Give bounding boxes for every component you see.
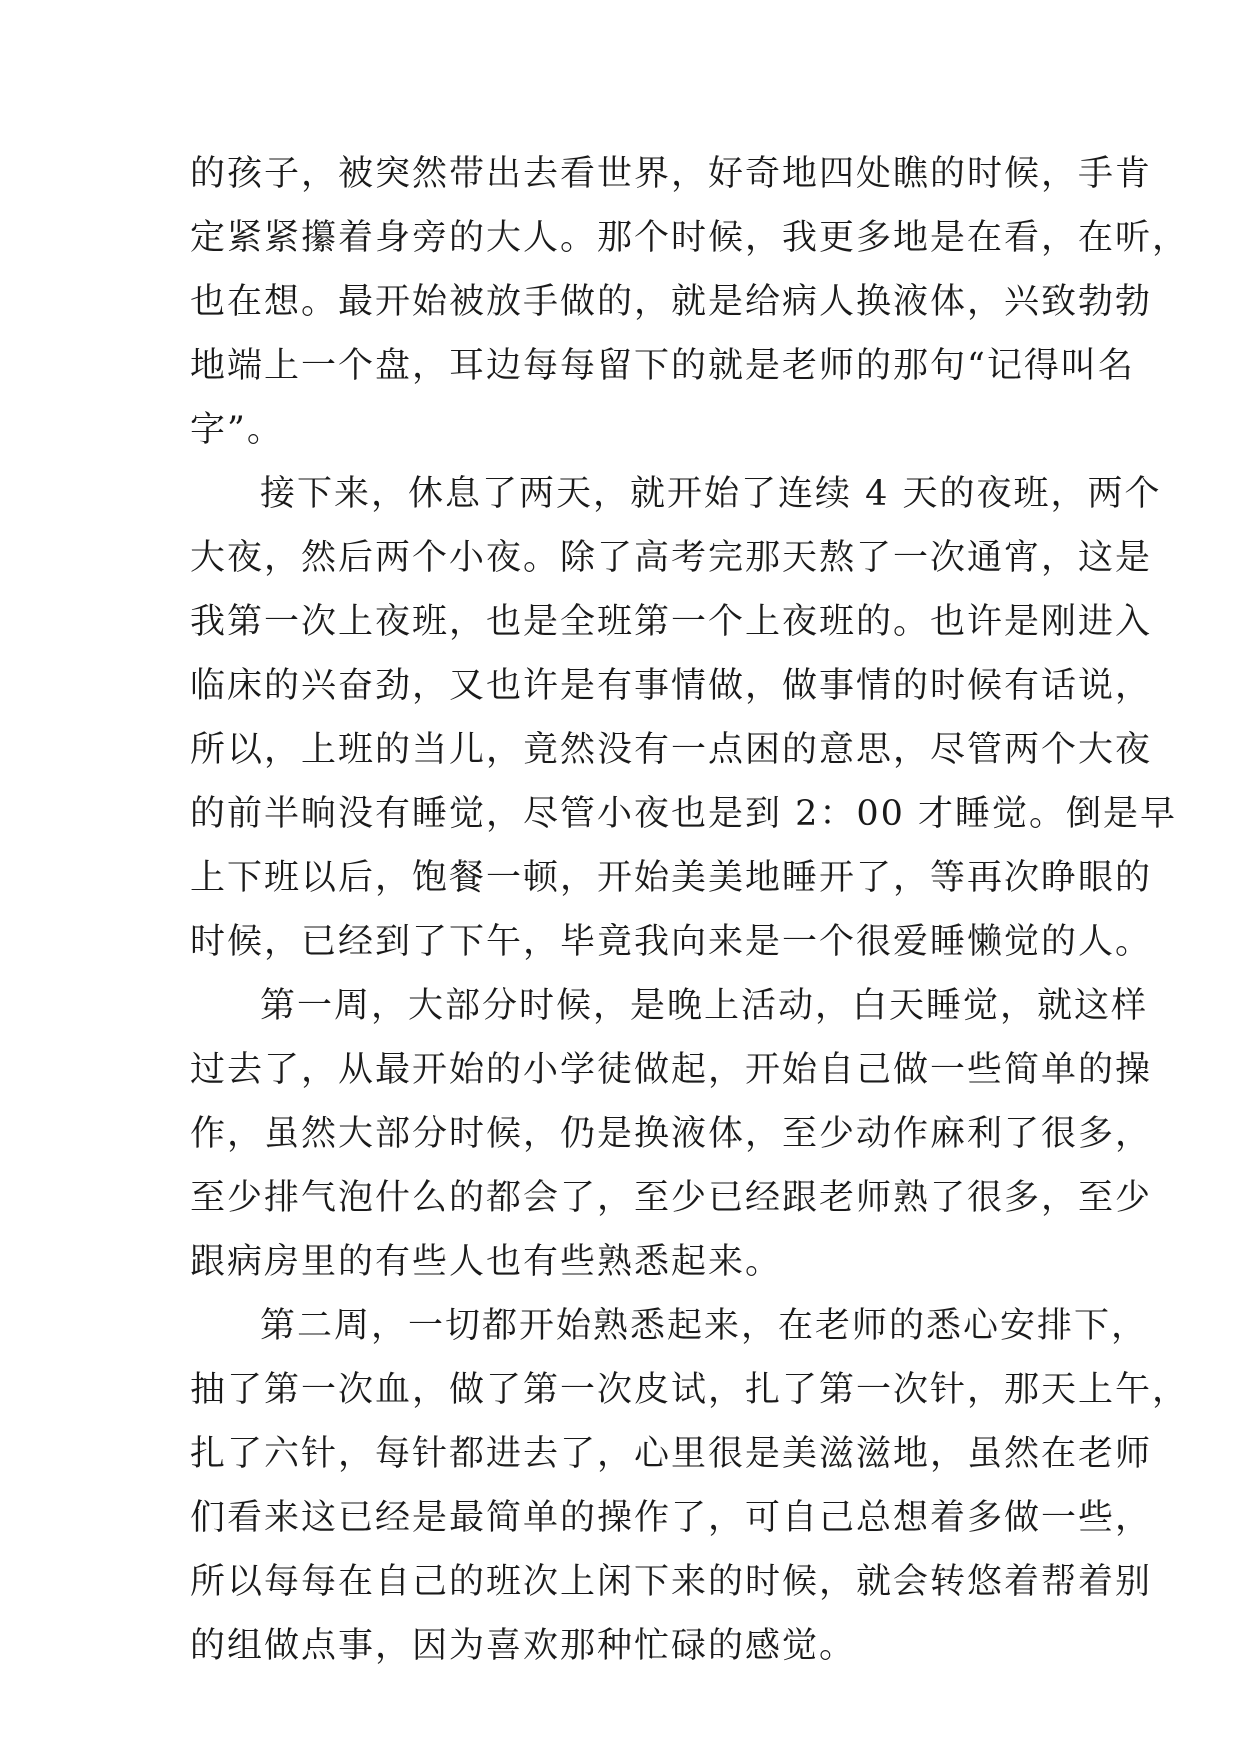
paragraph-3-line-1: 第一周，大部分时候，是晚上活动，白天睡觉，就这样: [260, 986, 1149, 1026]
paragraph-2-line-6: 的前半晌没有睡觉，尽管小夜也是到 2：00 才睡觉。倒是早: [190, 794, 1178, 834]
paragraph-4-line-1: 第二周，一切都开始熟悉起来，在老师的悉心安排下，: [260, 1306, 1149, 1346]
paragraph-4-line-3: 扎了六针，每针都进去了，心里很是美滋滋地，虽然在老师: [190, 1434, 1153, 1474]
paragraph-2-line-5: 所以，上班的当儿，竟然没有一点困的意思，尽管两个大夜: [190, 730, 1153, 770]
paragraph-3-line-4: 至少排气泡什么的都会了，至少已经跟老师熟了很多，至少: [190, 1178, 1153, 1218]
paragraph-3-line-5: 跟病房里的有些人也有些熟悉起来。: [190, 1242, 783, 1282]
paragraph-1-line-2: 定紧紧攥着身旁的大人。那个时候，我更多地是在看，在听，: [190, 218, 1190, 258]
paragraph-4-line-2: 抽了第一次血，做了第一次皮试，扎了第一次针，那天上午，: [190, 1370, 1190, 1410]
paragraph-4-line-4: 们看来这已经是最简单的操作了，可自己总想着多做一些，: [190, 1498, 1153, 1538]
paragraph-4-line-6: 的组做点事，因为喜欢那种忙碌的感觉。: [190, 1626, 857, 1666]
paragraph-2-line-1: 接下来，休息了两天，就开始了连续 4 天的夜班，两个: [260, 474, 1162, 514]
paragraph-3-line-2: 过去了，从最开始的小学徒做起，开始自己做一些简单的操: [190, 1050, 1153, 1090]
paragraph-1-line-5: 字”。: [190, 410, 284, 450]
paragraph-3-line-3: 作，虽然大部分时候，仍是换液体，至少动作麻利了很多，: [190, 1114, 1153, 1154]
paragraph-4-line-5: 所以每每在自己的班次上闲下来的时候，就会转悠着帮着别: [190, 1562, 1153, 1602]
paragraph-1-line-1: 的孩子，被突然带出去看世界，好奇地四处瞧的时候，手肯: [190, 154, 1153, 194]
paragraph-2-line-4: 临床的兴奋劲，又也许是有事情做，做事情的时候有话说，: [190, 666, 1153, 706]
paragraph-1-line-4: 地端上一个盘，耳边每每留下的就是老师的那句“记得叫名: [190, 346, 1135, 386]
paragraph-2-line-7: 上下班以后，饱餐一顿，开始美美地睡开了，等再次睁眼的: [190, 858, 1153, 898]
document-body: [190, 142, 1190, 1678]
paragraph-2-line-8: 时候，已经到了下午，毕竟我向来是一个很爱睡懒觉的人。: [190, 922, 1153, 962]
paragraph-2-line-3: 我第一次上夜班，也是全班第一个上夜班的。也许是刚进入: [190, 602, 1153, 642]
paragraph-2-line-2: 大夜，然后两个小夜。除了高考完那天熬了一次通宵，这是: [190, 538, 1153, 578]
paragraph-1-line-3: 也在想。最开始被放手做的，就是给病人换液体，兴致勃勃: [190, 282, 1153, 322]
